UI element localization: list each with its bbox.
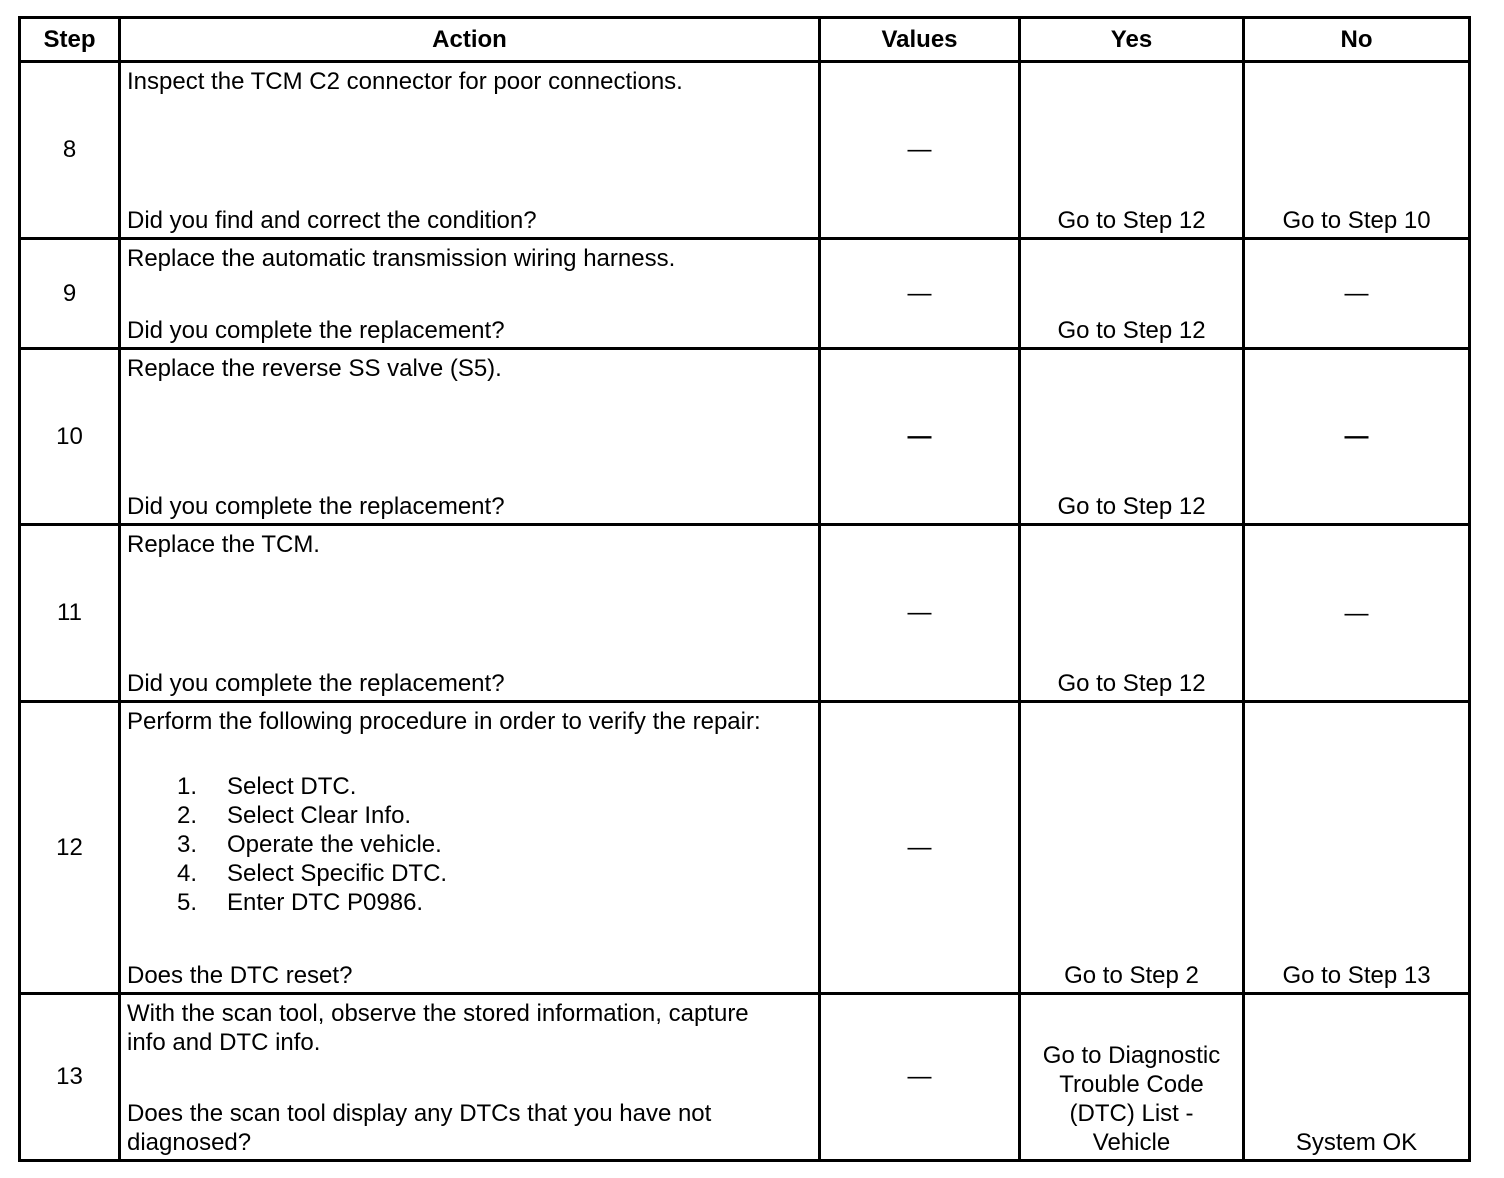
action-instruction: Replace the TCM. [127, 531, 320, 558]
header-values: Values [820, 18, 1020, 62]
procedure-item [127, 859, 812, 888]
procedure-text: Operate the vehicle. [227, 831, 442, 858]
values-cell: — [820, 525, 1020, 702]
header-row [20, 18, 1470, 62]
table-row [20, 525, 1470, 702]
em-dash: — [907, 136, 932, 164]
yes-cell [1020, 994, 1244, 1161]
diagnostic-table [18, 16, 1471, 1162]
values-cell [820, 62, 1020, 239]
no-cell: — [1244, 239, 1470, 349]
yes-cell: Go to Step 12 [1020, 349, 1244, 525]
no-cell: System OK [1244, 994, 1470, 1161]
procedure-item [127, 801, 812, 830]
procedure-number: 4. [176, 860, 197, 887]
values-cell: — [820, 349, 1020, 525]
values-cell: — [820, 702, 1020, 994]
header-yes: Yes [1020, 18, 1244, 62]
action-question: Did you complete the replacement? [127, 670, 505, 697]
procedure-item [127, 830, 812, 859]
header-action: Action [120, 18, 820, 62]
no-cell: — [1244, 349, 1470, 525]
procedure-item [127, 888, 812, 917]
action-cell [120, 994, 820, 1161]
header-step: Step [20, 18, 120, 62]
action-question-block [127, 1099, 812, 1157]
step-number: 9 [20, 239, 120, 349]
no-cell: — [1244, 525, 1470, 702]
procedure-item [127, 772, 812, 801]
action-cell [120, 239, 820, 349]
yes-cell: Go to Step 2 [1020, 702, 1244, 994]
action-question: Does the DTC reset? [127, 962, 353, 989]
yes-link-line: (DTC) List - [1069, 1100, 1194, 1127]
action-question: Did you find and correct the condition? [127, 207, 537, 234]
procedure-text: Select DTC. [227, 773, 357, 800]
procedure-number: 1. [176, 773, 197, 800]
procedure-text: Select Specific DTC. [227, 860, 448, 887]
step-number: 12 [20, 702, 120, 994]
procedure-text: Enter DTC P0986. [227, 889, 424, 916]
yes-cell: Go to Step 12 [1020, 525, 1244, 702]
procedure-number: 2. [176, 802, 197, 829]
procedure-number: 5. [176, 889, 197, 916]
header-no: No [1244, 18, 1470, 62]
step-number: 10 [20, 349, 120, 525]
action-question: Did you complete the replacement? [127, 493, 505, 520]
action-instruction: info and DTC info. [127, 1029, 321, 1056]
table-row [20, 349, 1470, 525]
table-row [20, 62, 1470, 239]
action-instruction: Perform the following procedure in order to verify the repair: [127, 708, 761, 735]
action-cell [120, 62, 820, 239]
action-cell [120, 525, 820, 702]
action-instruction: Replace the reverse SS valve (S5). [127, 355, 502, 382]
step-number: 8 [20, 62, 120, 239]
step-number: 13 [20, 994, 120, 1161]
values-cell: — [820, 239, 1020, 349]
yes-link-line: Trouble Code [1059, 1071, 1204, 1098]
table-row [20, 994, 1470, 1161]
yes-cell: Go to Step 12 [1020, 62, 1244, 239]
action-cell [120, 349, 820, 525]
action-question: Did you complete the replacement? [127, 317, 505, 344]
procedure-number: 3. [176, 831, 197, 858]
action-question: diagnosed? [127, 1129, 252, 1156]
no-cell: Go to Step 13 [1244, 702, 1470, 994]
no-cell: Go to Step 10 [1244, 62, 1470, 239]
table-row [20, 239, 1470, 349]
table-row [20, 702, 1470, 994]
action-question: Does the scan tool display any DTCs that you have not [127, 1100, 712, 1127]
action-instruction-block [127, 707, 812, 917]
values-cell: — [820, 994, 1020, 1161]
action-instruction: Inspect the TCM C2 connector for poor connections. [127, 68, 683, 95]
step-number: 11 [20, 525, 120, 702]
action-instruction: Replace the automatic transmission wiring harness. [127, 245, 676, 272]
yes-cell: Go to Step 12 [1020, 239, 1244, 349]
yes-link-line: Vehicle [1092, 1129, 1171, 1156]
procedure-text: Select Clear Info. [227, 802, 412, 829]
procedure-list [127, 772, 812, 917]
action-instruction-block [127, 999, 812, 1057]
yes-link-line: Go to Diagnostic [1042, 1042, 1221, 1069]
action-cell [120, 702, 820, 994]
action-instruction: With the scan tool, observe the stored information, capture [127, 1000, 749, 1027]
